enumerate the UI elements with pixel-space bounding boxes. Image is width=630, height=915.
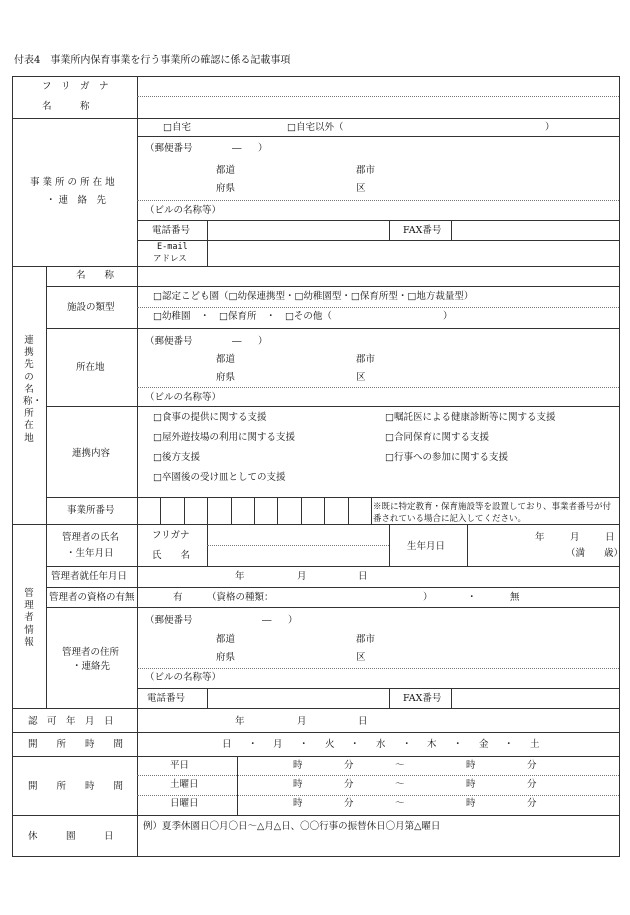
birth-label: 生年月日 (407, 541, 446, 552)
sec1-divider (137, 76, 138, 266)
furigana-input[interactable] (140, 78, 616, 95)
employ-month: 月 (297, 571, 307, 582)
facility-type-line-2[interactable]: □幼稚園 ・ □保育所 ・ □その他（ (153, 311, 332, 322)
manager-postal-label: （郵便番号 (145, 615, 193, 626)
qualification-close: ） (423, 592, 433, 603)
office-number-cell-divider (324, 497, 325, 524)
ku-label: 区 (356, 183, 366, 194)
manager-fax-input[interactable] (454, 690, 616, 706)
manager-phone-label: 電話番号 (147, 693, 186, 704)
home-checkbox[interactable]: □自宅 (163, 122, 191, 133)
weekday-separator: ・ (350, 739, 360, 750)
sec3-bottom (12, 708, 620, 709)
employ-year: 年 (235, 571, 245, 582)
manager-fax-left (389, 688, 390, 708)
sec2-label-divider (137, 266, 138, 524)
start-hour-unit: 時 (293, 760, 303, 771)
birth-label-left (389, 524, 390, 566)
end-hour-unit: 時 (466, 798, 476, 809)
weekday-option[interactable]: 月 (273, 739, 283, 750)
weekday-separator: ・ (504, 739, 514, 750)
manager-fax-right (451, 688, 452, 708)
content-backup-checkbox[interactable]: □後方支援 (153, 452, 200, 463)
office-number-label: 事業所番号 (67, 505, 115, 516)
qualification-row-bottom (46, 607, 619, 608)
manager-address-label-1: 管理者の住所 (62, 647, 120, 658)
holiday-label: 休 園 日 (28, 831, 114, 842)
manager-phone-divider (207, 688, 208, 708)
start-hour-unit: 時 (293, 798, 303, 809)
manager-postal-close: ） (288, 615, 298, 626)
birth-label-right (467, 524, 468, 566)
office-number-cell-divider (231, 497, 232, 524)
email-label-1: E-mail (157, 242, 188, 252)
manager-name-bottom (46, 566, 619, 567)
manager-gunshi-label: 郡市 (356, 634, 376, 645)
frame-bottom (12, 856, 620, 857)
manager-todo-label: 都道 (216, 634, 236, 645)
weekday-option[interactable]: 金 (479, 739, 489, 750)
sec1-bottom (12, 266, 620, 267)
frame-top (12, 76, 620, 77)
approval-day: 日 (358, 716, 368, 727)
birth-year: 年 (535, 532, 545, 543)
manager-phone-row-top (137, 688, 619, 689)
non-home-close: ） (545, 122, 555, 133)
office-number-cell-divider (277, 497, 278, 524)
partner-location-bottom (46, 406, 619, 407)
manager-fax-label: FAX番号 (403, 693, 442, 704)
hours-dotline-2 (137, 795, 619, 796)
employ-row-bottom (46, 587, 619, 588)
partner-location-label: 所在地 (76, 362, 105, 373)
frame-right (619, 76, 620, 857)
manager-fuken-label: 府県 (216, 652, 236, 663)
start-minute-unit: 分 (344, 779, 354, 790)
address-dotline (137, 200, 619, 201)
sec4-label-divider (137, 708, 138, 856)
manager-furigana-label: フリガナ (152, 530, 190, 541)
furigana-label: フ リ ガ ナ (42, 81, 109, 92)
start-minute-unit: 分 (344, 760, 354, 771)
sec3-side-divider (46, 524, 47, 708)
manager-furigana-input[interactable] (210, 526, 386, 544)
facility-type-close: ） (443, 311, 453, 322)
manager-furigana-dotline (207, 545, 389, 546)
office-number-cell-divider (301, 497, 302, 524)
manager-name-input[interactable] (210, 547, 386, 565)
sec2-side-divider (46, 266, 47, 524)
hours-dotline-1 (137, 775, 619, 776)
content-playground-checkbox[interactable]: □屋外遊技場の利用に関する支援 (153, 432, 295, 443)
birth-age: （満 歳） (566, 548, 624, 559)
weekday-option[interactable]: 木 (427, 739, 437, 750)
facility-type-label: 施設の類型 (67, 302, 115, 313)
birth-month: 月 (570, 532, 580, 543)
time-range-tilde: ～ (395, 779, 405, 790)
weekday-selector[interactable] (222, 740, 542, 752)
manager-shimei-label: 氏 名 (152, 550, 191, 561)
hours-row-label: 平日 (170, 760, 190, 771)
office-number-cell-divider (184, 497, 185, 524)
qualification-type-label: （資格の種類： (207, 592, 274, 603)
partner-side-label: 連携先の名称・所在地 (23, 335, 43, 444)
hours-row-label: 日曜日 (170, 798, 199, 809)
manager-name-label-1: 管理者の氏名 (62, 532, 120, 543)
email-label-2: アドレス (153, 254, 187, 264)
manager-phone-input[interactable] (210, 690, 386, 706)
content-graduate-checkbox[interactable]: □卒園後の受け皿としての支援 (153, 472, 286, 483)
qualification-yes[interactable]: 有 (173, 592, 183, 603)
fuken-label: 府県 (216, 183, 236, 194)
building-label: （ビルの名称等） (145, 205, 222, 216)
fax-label: FAX番号 (403, 225, 442, 236)
form-title: 付表4 事業所内保育事業を行う事業所の確認に係る記載事項 (14, 55, 291, 66)
phone-row-top (137, 220, 619, 221)
partner-gunshi-label: 郡市 (356, 354, 376, 365)
end-minute-unit: 分 (527, 798, 537, 809)
email-input[interactable] (210, 242, 616, 264)
todo-label: 都道 (216, 165, 236, 176)
weekday-option[interactable]: 日 (222, 739, 232, 750)
postal-dash: ― (232, 143, 242, 154)
phone-label-divider (207, 220, 208, 266)
partner-name-label: 名 称 (76, 270, 115, 281)
manager-building-label: （ビルの名称等） (145, 672, 222, 683)
weekday-separator: ・ (299, 739, 309, 750)
content-doctor-checkbox[interactable]: □嘱託医による健康診断等に関する支援 (385, 412, 556, 423)
approval-date-label: 認 可 年 月 日 (28, 716, 114, 727)
manager-side-label: 管理者情報 (24, 588, 34, 648)
phone-label: 電話番号 (152, 225, 191, 236)
partner-address-dotline (137, 387, 619, 388)
name-input[interactable] (140, 98, 616, 116)
time-range-tilde: ～ (395, 760, 405, 771)
end-minute-unit: 分 (527, 760, 537, 771)
weekday-separator: ・ (402, 739, 412, 750)
manager-address-dotline (137, 668, 619, 669)
partner-ku-label: 区 (356, 372, 366, 383)
fax-input[interactable] (454, 222, 616, 238)
fax-label-right (451, 220, 452, 240)
non-home-checkbox[interactable]: □自宅以外（ (287, 122, 344, 133)
partner-name-bottom (46, 286, 619, 287)
weekday-separator: ・ (248, 739, 258, 750)
approval-year: 年 (235, 716, 245, 727)
sec1-name-bottom (12, 118, 620, 119)
facility-type-dotline (137, 307, 619, 308)
partner-postal-close: ） (258, 336, 268, 347)
office-number-cell-divider (348, 497, 349, 524)
end-minute-unit: 分 (527, 779, 537, 790)
manager-ku-label: 区 (356, 652, 366, 663)
holiday-input[interactable] (140, 836, 616, 854)
employ-day: 日 (358, 571, 368, 582)
address-label-1: 事 業 所 の 所 在 地 (30, 177, 115, 188)
start-hour-unit: 時 (293, 779, 303, 790)
postal-close: ） (258, 143, 268, 154)
home-row-bottom (137, 136, 619, 137)
hours-day-divider (237, 756, 238, 815)
sec2-bottom (12, 524, 620, 525)
furigana-dotline (137, 96, 619, 97)
qualification-label: 管理者の資格の有無 (49, 592, 135, 603)
content-joint-care-checkbox[interactable]: □合同保育に関する支援 (385, 432, 489, 443)
approval-row-bottom (12, 732, 620, 733)
end-hour-unit: 時 (466, 779, 476, 790)
manager-address-label-2: ・連絡先 (72, 661, 111, 672)
address-label-2: ・ 連 絡 先 (46, 195, 107, 206)
weekday-option[interactable]: 火 (325, 739, 335, 750)
office-note-divider (371, 497, 372, 524)
facility-type-bottom (46, 328, 619, 329)
holiday-example: 例）夏季休園日〇月〇日～△月△日、〇〇行事の振替休日〇月第△曜日 (143, 821, 441, 832)
phone-input[interactable] (210, 222, 386, 238)
hours-row-label: 土曜日 (170, 779, 199, 790)
content-event-checkbox[interactable]: □行事への参加に関する支援 (385, 452, 508, 463)
approval-month: 月 (297, 716, 307, 727)
office-number-cell-divider (254, 497, 255, 524)
qualification-dot: ・ (467, 592, 477, 603)
employ-date-label: 管理者就任年月日 (51, 571, 128, 582)
office-number-cell-divider (207, 497, 208, 524)
manager-name-label-2: ・生年月日 (66, 548, 114, 559)
content-meal-checkbox[interactable]: □食事の提供に関する支援 (153, 412, 267, 423)
open-days-label: 開 所 時 間 (28, 739, 124, 750)
partner-postal-dash: ― (232, 336, 242, 347)
email-row-top (137, 240, 619, 241)
frame-left (12, 76, 13, 857)
office-number-note: ※既に特定教育・保育施設等を設置しており、事業者番号が付番されている場合に記入してください。 (373, 502, 612, 524)
weekday-separator: ・ (453, 739, 463, 750)
partner-name-input[interactable] (140, 268, 616, 284)
office-number-cell-divider (160, 497, 161, 524)
birth-day: 日 (605, 532, 615, 543)
partner-postal-label: （郵便番号 (145, 336, 193, 347)
open-days-row-bottom (12, 756, 620, 757)
open-hours-label: 開 所 時 間 (28, 781, 124, 792)
sec3-label-divider (137, 524, 138, 708)
facility-type-line-1[interactable]: □認定こども園（□幼保連携型・□幼稚園型・□保育所型・□地方裁量型） (153, 291, 474, 302)
gunshi-label: 郡市 (356, 165, 376, 176)
partner-todo-label: 都道 (216, 354, 236, 365)
time-range-tilde: ～ (395, 798, 405, 809)
postal-label: （郵便番号 (145, 143, 193, 154)
fax-label-left (389, 220, 390, 240)
manager-postal-dash: ― (262, 615, 272, 626)
start-minute-unit: 分 (344, 798, 354, 809)
qualification-no[interactable]: 無 (510, 592, 520, 603)
open-hours-row-bottom (12, 815, 620, 816)
end-hour-unit: 時 (466, 760, 476, 771)
partner-content-label: 連携内容 (72, 448, 111, 459)
partner-building-label: （ビルの名称等） (145, 392, 222, 403)
name-label: 名 称 (42, 101, 90, 112)
weekday-option[interactable]: 水 (376, 739, 386, 750)
weekday-option[interactable]: 土 (530, 739, 540, 750)
partner-fuken-label: 府県 (216, 372, 236, 383)
